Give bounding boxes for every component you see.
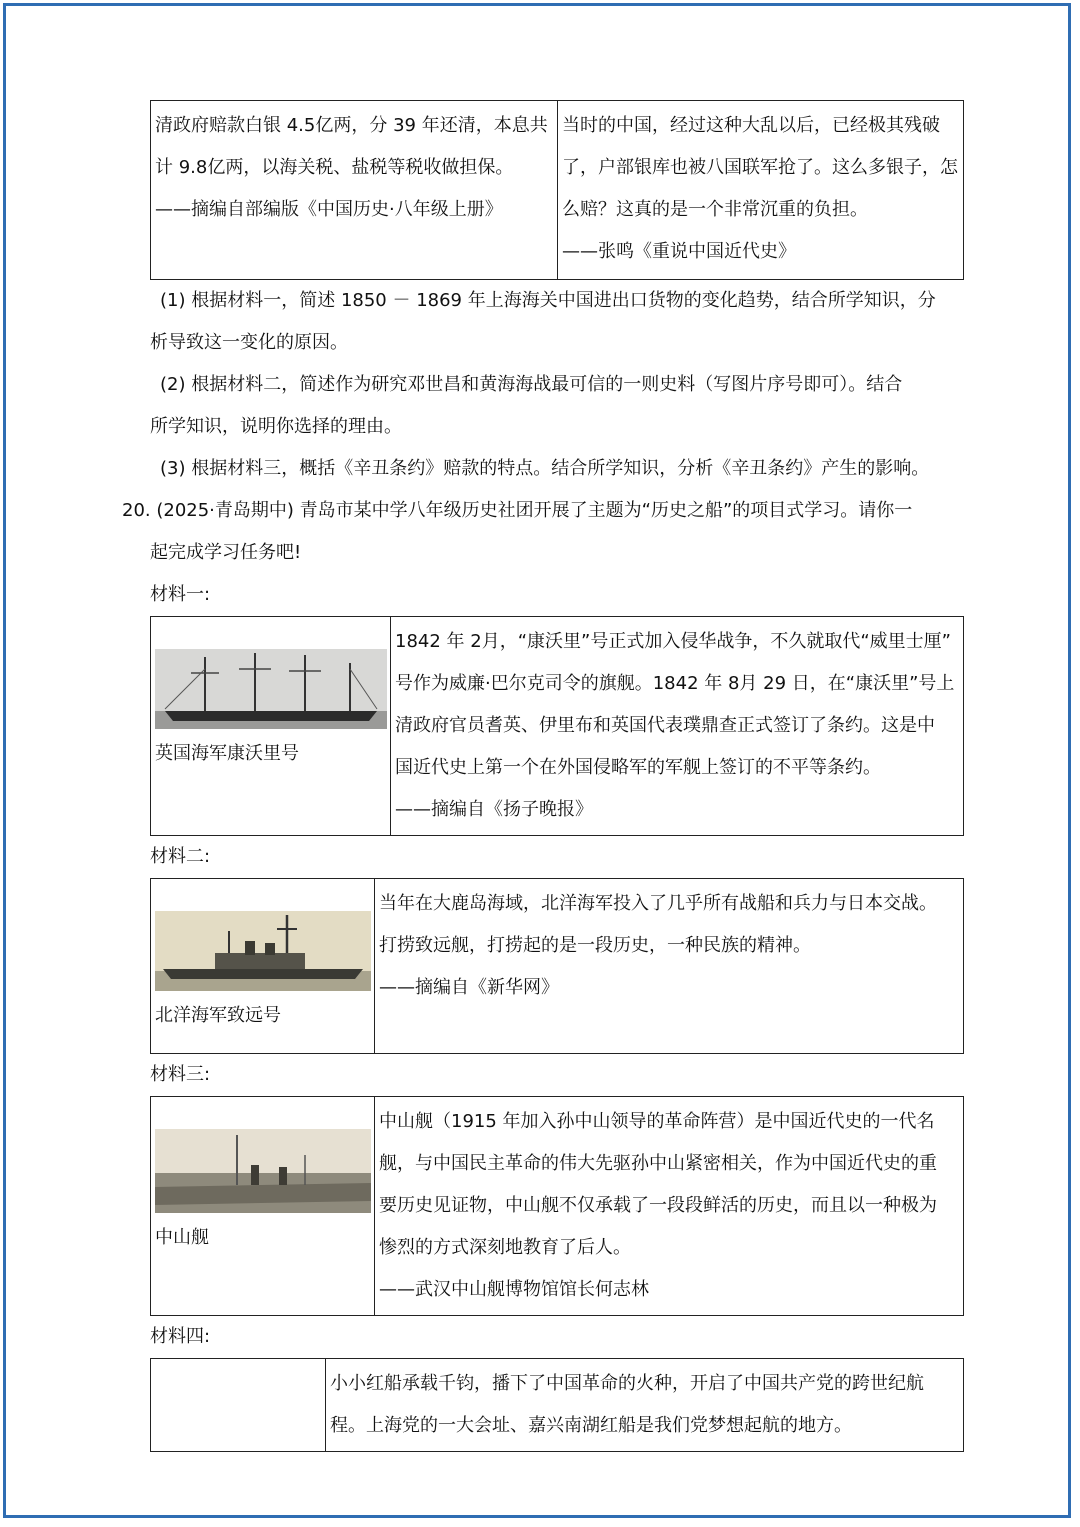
document-content [122, 100, 964, 1452]
text-line: 计 9.8亿两，以海关税、盐税等税收做担保。 [155, 157, 514, 178]
image-cell [151, 879, 375, 1054]
photo-caption: 中山舰 [155, 1227, 209, 1248]
question-2: (2) 根据材料二，简述作为研究邓世昌和黄海海战最可信的一则史料（写图片序号即可）。结合 所学知识，说明你选择的理由。 [150, 374, 903, 437]
photo-caption: 北洋海军致远号 [155, 1005, 281, 1026]
material-one-table [150, 616, 964, 836]
question-3: (3) 根据材料三，概括《辛丑条约》赔款的特点。结合所学知识，分析《辛丑条约》产生的影响。 [160, 458, 930, 479]
ship-photo-cornwallis-icon [155, 649, 387, 729]
text-cell: 当年在大鹿岛海域，北洋海军投入了几乎所有战船和兵力与日本交战。 打捞致远舰，打捞起的是一段历史，一种民族的精神。 ——摘编自《新华网》 [375, 879, 964, 1054]
source-line: ——张鸣《重说中国近代史》 [562, 241, 796, 262]
text-line: 了，户部银库也被八国联军抢了。这么多银子，怎 [562, 157, 958, 178]
table-cell-right [558, 101, 964, 280]
material-label: 材料一: [150, 584, 211, 605]
text-cell: 中山舰（1915 年加入孙中山领导的革命阵营）是中国近代史的一代名 舰，与中国民主革命的伟大先驱孙中山紧密相关，作为中国近代史的重 要历史见证物，中山舰不仅承载了一段段鲜活的历史，而且以一种极为 惨烈的方式深刻地教育了后人。 ——武汉中山舰博物馆馆长何志林 [375, 1097, 964, 1316]
text-cell: 小小红船承载千钧，播下了中国革命的火种，开启了中国共产党的跨世纪航 程。上海党的一大会址、嘉兴南湖红船是我们党梦想起航的地方。 [326, 1359, 964, 1452]
ship-photo-zhongshan-icon [155, 1129, 371, 1213]
text-line: 么赔？这真的是一个非常沉重的负担。 [562, 199, 868, 220]
material-two-table [150, 878, 964, 1054]
material-three-ship-table [150, 1096, 964, 1316]
text-line: 清政府赔款白银 4.5亿两，分 39 年还清，本息共 [155, 115, 548, 136]
material-label: 材料四: [150, 1326, 211, 1347]
text-line: 当时的中国，经过这种大乱以后，已经极其残破 [562, 115, 940, 136]
source-line: ——武汉中山舰博物馆馆长何志林 [379, 1279, 649, 1300]
question-1: (1) 根据材料一，简述 1850 － 1869 年上海海关中国进出口货物的变化趋势，结合所学知识，分 析导致这一变化的原因。 [150, 290, 936, 353]
question-20: 20. (2025·青岛期中) 青岛市某中学八年级历史社团开展了主题为“历史之船”的项目式学习。请你一 起完成学习任务吧! [122, 500, 913, 563]
image-cell [151, 1097, 375, 1316]
material-four-table [150, 1358, 964, 1452]
source-line: ——摘编自部编版《中国历史·八年级上册》 [155, 199, 503, 220]
table-cell-left [151, 101, 558, 280]
material-three-table [150, 100, 964, 280]
photo-caption: 英国海军康沃里号 [155, 743, 299, 764]
question-list [150, 280, 964, 490]
image-cell [151, 617, 391, 836]
text-cell: 1842 年 2月，“康沃里”号正式加入侵华战争，不久就取代“威里士厘” 号作为威廉·巴尔克司令的旗舰。1842 年 8月 29 日，在“康沃里”号上 清政府官员耆英、伊里布和英国代表璞鼎查正式签订了条约。这是中 国近代史上第一个在外国侵略军的军舰上签订的不平等条约。 ——摘编自《扬子晚报》 [391, 617, 964, 836]
ship-photo-zhiyuan-icon [155, 911, 371, 991]
source-line: ——摘编自《新华网》 [379, 977, 559, 998]
source-line: ——摘编自《扬子晚报》 [395, 799, 593, 820]
material-label: 材料三: [150, 1064, 211, 1085]
image-cell [151, 1359, 326, 1452]
material-label: 材料二: [150, 846, 211, 867]
